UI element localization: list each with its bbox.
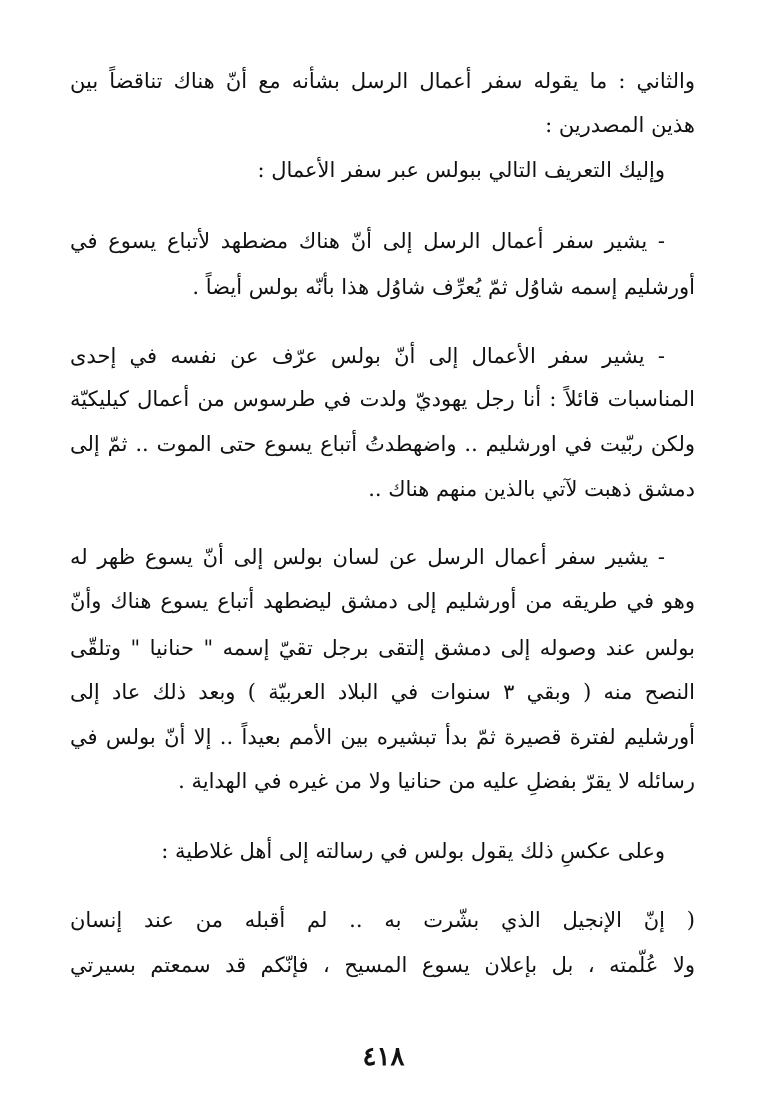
point-3-line-5: أورشليم لفترة قصيرة ثمّ بدأ تبشيره بين الأمم بعيداً .. إلا أنّ بولس في (70, 725, 695, 749)
paragraph-lead: وإليك التعريف التالي ببولس عبر سفر الأعمال : (257, 158, 665, 182)
point-3-line-3: بولس عند وصوله إلى دمشق إلتقى برجل تقيّ إسمه " حنانيا " وتلقّى (70, 636, 695, 660)
page-number: ٤١٨ (362, 1042, 405, 1072)
point-2-line-2: المناسبات قائلاً : أنا رجل يهوديّ ولدت في طرسوس من أعمال كيليكيّة (70, 387, 695, 411)
point-3-line-6: رسائله لا يقرّ بفضلِ عليه من حنانيا ولا من غيره في الهداية . (178, 769, 695, 793)
paragraph-intro-line-1: والثاني : ما يقوله سفر أعمال الرسل بشأنه مع أنّ هناك تناقضاً بين (70, 69, 695, 93)
point-2-line-4: دمشق ذهبت لآتي بالذين منهم هناك .. (368, 477, 695, 501)
point-2-line-3: ولكن ربّيت في اورشليم .. واضهطدتُ أتباع يسوع حتى الموت .. ثمّ إلى (70, 432, 695, 456)
quote-line-2: ولا عُلّمته ، بل بإعلان يسوع المسيح ، فإنّكم قد سمعتم بسيرتي (70, 953, 695, 977)
document-page (70, 0, 695, 1112)
paragraph-intro-line-2: هذين المصدرين : (545, 113, 695, 137)
point-1-line-1: - يشير سفر أعمال الرسل إلى أنّ هناك مضطهد لأتباع يسوع في (70, 229, 665, 253)
point-2-line-1: - يشير سفر الأعمال إلى أنّ بولس عرّف عن نفسه في إحدى (70, 344, 665, 368)
point-3-line-4: النصح منه ( وبقي ٣ سنوات في البلاد العربيّة ) وبعد ذلك عاد إلى (70, 680, 696, 704)
galatians-lead: وعلى عكسِ ذلك يقول بولس في رسالته إلى أهل غلاطية : (161, 839, 665, 863)
point-3-line-1: - يشير سفر أعمال الرسل عن لسان بولس إلى أنّ يسوع ظهر له (70, 545, 665, 569)
point-3-line-2: وهو في طريقه من أورشليم إلى دمشق ليضطهد أتباع يسوع هناك وأنّ (70, 589, 695, 613)
quote-line-1: ( إنّ الإنجيل الذي بشّرت به .. لم أقبله من عند إنسان (70, 908, 695, 932)
point-1-line-2: أورشليم إسمه شاوُل ثمّ يُعرِّف شاوُل هذا بأنّه بولس أيضاً . (192, 275, 695, 299)
